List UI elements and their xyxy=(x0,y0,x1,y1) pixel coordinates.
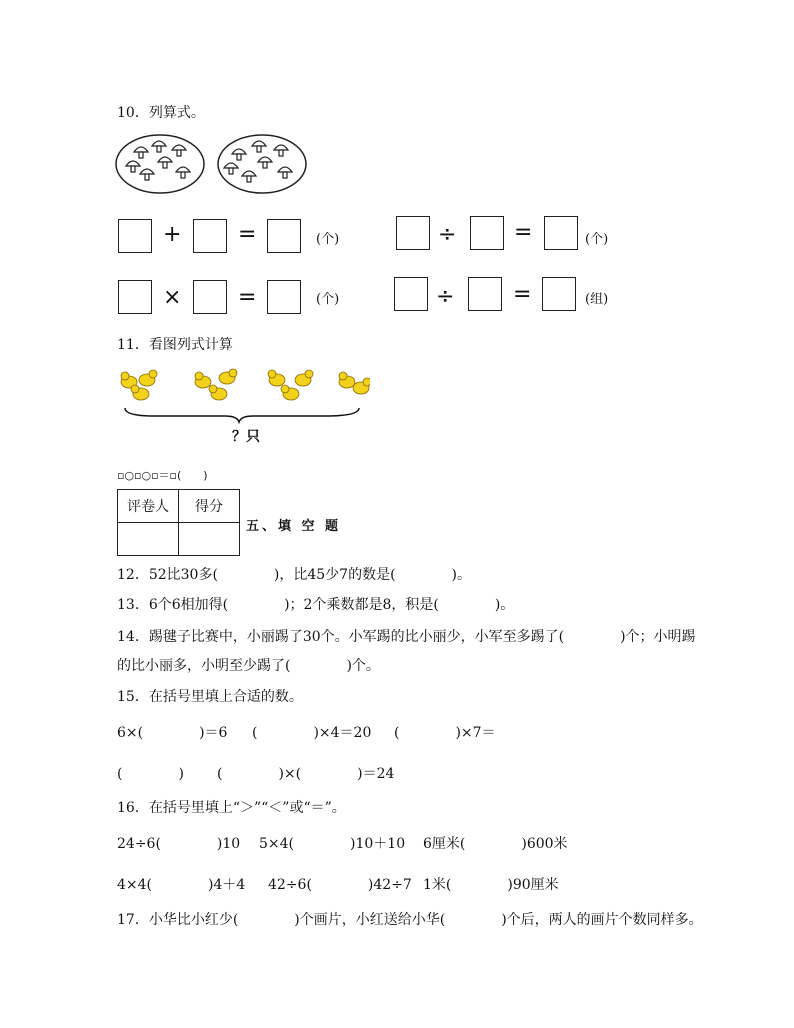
q16-expr: 1米( )90厘米 xyxy=(423,877,559,893)
answer-box[interactable] xyxy=(267,219,301,253)
q14-text-line1: 14．踢毽子比赛中，小丽踢了30个。小军踢的比小丽少，小军至多踢了( )个；小明踢 xyxy=(117,629,696,645)
q15-expr: ( )×7＝ xyxy=(394,725,496,741)
answer-box[interactable] xyxy=(267,280,301,314)
unit-label: (组) xyxy=(585,292,609,307)
divide-sign: ÷ xyxy=(438,222,457,247)
answer-box[interactable] xyxy=(193,219,227,253)
brace-label: ？只 xyxy=(232,429,260,445)
q15-expr: ( ) xyxy=(117,766,184,782)
unit-label: (个) xyxy=(585,232,609,247)
score-header: 得分 xyxy=(179,490,240,523)
q16-expr: 24÷6( )10 xyxy=(117,836,241,852)
section-title: 五、填 空 题 xyxy=(246,519,342,534)
answer-box[interactable] xyxy=(396,216,430,250)
q17-text: 17．小华比小红少( )个画片，小红送给小华( )个后，两人的画片个数同样多。 xyxy=(117,912,703,928)
grading-table xyxy=(117,489,240,556)
chicks-image xyxy=(115,364,370,424)
plus-sign: + xyxy=(163,222,182,247)
q14-text-line2: 的比小丽多，小明至少踢了( )个。 xyxy=(117,658,380,674)
answer-box[interactable] xyxy=(544,216,578,250)
divide-sign: ÷ xyxy=(436,284,455,309)
q15-expr: ( )×( )＝24 xyxy=(217,766,395,782)
unit-label: (个) xyxy=(316,292,340,307)
equals-sign: = xyxy=(238,222,257,247)
answer-box[interactable] xyxy=(542,277,576,311)
equals-sign: = xyxy=(514,220,533,245)
q16-expr: 6厘米( )600米 xyxy=(423,836,568,852)
q11-title: 11．看图列式计算 xyxy=(117,337,233,353)
q16-expr: 4×4( )4＋4 xyxy=(117,877,246,893)
q15-expr: 6×( )＝6 xyxy=(117,725,228,741)
answer-box[interactable] xyxy=(193,280,227,314)
equals-sign: = xyxy=(513,282,532,307)
mushroom-groups-image xyxy=(114,132,314,196)
q11-answer-line: ▫○▫○▫＝▫( ) xyxy=(117,469,208,482)
q12-text: 12．52比30多( )，比45少7的数是( )。 xyxy=(117,567,472,583)
grader-header: 评卷人 xyxy=(118,490,179,523)
answer-box[interactable] xyxy=(470,216,504,250)
q16-title: 16．在括号里填上“＞”“＜”或“＝”。 xyxy=(117,800,346,816)
q15-expr: ( )×4＝20 xyxy=(252,725,372,741)
times-sign: × xyxy=(163,285,182,310)
q15-title: 15．在括号里填上合适的数。 xyxy=(117,689,303,705)
q16-expr: 42÷6( )42÷7 xyxy=(268,877,412,893)
answer-box[interactable] xyxy=(118,219,152,253)
answer-box[interactable] xyxy=(118,280,152,314)
grader-cell[interactable] xyxy=(118,523,179,556)
answer-box[interactable] xyxy=(468,277,502,311)
equals-sign: = xyxy=(238,285,257,310)
answer-box[interactable] xyxy=(394,277,428,311)
unit-label: (个) xyxy=(316,232,340,247)
score-cell[interactable] xyxy=(179,523,240,556)
q10-title: 10．列算式。 xyxy=(117,105,205,121)
q16-expr: 5×4( )10＋10 xyxy=(259,836,406,852)
q13-text: 13．6个6相加得( )；2个乘数都是8，积是( )。 xyxy=(117,597,515,613)
